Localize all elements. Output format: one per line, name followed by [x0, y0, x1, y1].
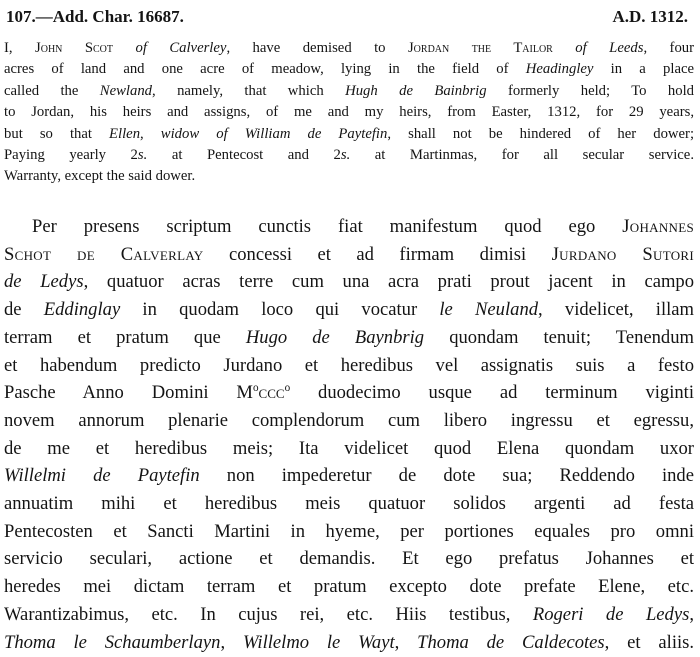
summary-place: Newland: [99, 82, 153, 99]
latin-text-run: ,: [689, 603, 694, 625]
summary-text: in a place: [593, 61, 694, 78]
summary-text: Paying yearly 2: [4, 147, 138, 164]
latin-text-run: duodecimo usque ad terminum viginti: [290, 382, 695, 404]
latin-name: Rogeri de Ledys: [532, 603, 690, 625]
latin-place: de Ledys: [4, 271, 84, 293]
charter-header: [6, 3, 692, 29]
latin-place: le Neuland: [439, 299, 539, 321]
charter-reference: 107.—Add. Char. 16687.: [6, 7, 184, 26]
summary-line: Warranty, except the said dower.: [4, 168, 196, 185]
summary-text: , four: [643, 40, 695, 56]
summary-place: of Leeds: [575, 40, 644, 56]
latin-text-run: quondam tenuit; Tenendum: [424, 326, 694, 348]
summary-line: to Jordan, his heirs and assigns, of me and my heirs, from Easter, 1312, for 29 years,: [4, 104, 694, 121]
summary-place: Headingley: [525, 61, 594, 78]
summary-name: John Scot: [35, 40, 114, 56]
latin-line: [4, 324, 694, 352]
latin-text-run: Warantizabimus, etc. In cujus rei, etc. Hiis testibus,: [4, 603, 533, 625]
latin-line: servicio seculari, actione et demandis. Et ego prefatus Johannes et: [4, 548, 694, 570]
latin-line: annuatim mihi et heredibus meis quatuor solidos argenti ad festa: [4, 493, 694, 515]
summary-name: the Tailor: [471, 40, 553, 56]
latin-line: heredes mei dictam terram et pratum excepto dote prefate Elene, etc.: [4, 576, 694, 598]
summary-text: at Pentecost and 2: [147, 147, 341, 164]
summary-name: William de Paytefin: [244, 125, 388, 142]
latin-name: Johannes: [622, 216, 694, 237]
latin-text-run: ,: [220, 631, 243, 653]
summary-unit: s.: [137, 147, 148, 164]
latin-numeral: ccc: [258, 382, 285, 404]
summary-text: , namely, that which: [152, 82, 346, 99]
latin-line: Pentecosten et Sancti Martini in hyeme, per portiones equales pro omni: [4, 520, 694, 542]
latin-text: [4, 213, 694, 656]
latin-superscript: o: [284, 382, 291, 395]
latin-text-run: in quodam loco qui vocatur: [120, 299, 440, 321]
latin-text-run: de: [4, 299, 44, 321]
summary-text: called the: [4, 82, 100, 99]
summary-line: [4, 59, 694, 80]
latin-text-run: terram et pratum que: [4, 326, 246, 348]
summary-text: acres of land and one acre of meadow, lying in the field of: [4, 61, 526, 78]
summary-name: Ellen: [109, 125, 141, 142]
latin-line: de me et heredibus meis; Ita videlicet quod Elena quondam uxor: [4, 437, 694, 459]
summary-name: Jordan: [407, 40, 450, 56]
latin-name: Jurdano Sutori: [551, 243, 694, 265]
summary-text: [553, 40, 575, 56]
latin-line: novem annorum plenarie complendorum cum libero ingressu et egressu,: [4, 409, 694, 431]
summary-text: , have demised to: [226, 40, 408, 56]
latin-text-run: , et aliis.: [604, 631, 695, 653]
latin-place: Eddinglay: [43, 299, 121, 321]
summary-line: [4, 81, 694, 102]
summary-unit: s.: [340, 147, 351, 164]
summary-text: but so that: [4, 125, 110, 142]
latin-line: [4, 241, 694, 269]
summary-text: I,: [4, 40, 36, 56]
summary-text: [449, 40, 471, 56]
summary-line: [4, 145, 694, 166]
latin-name: Willelmi de Paytefin: [4, 465, 200, 487]
latin-name: Schot de Calverlay: [4, 243, 204, 265]
latin-line: [4, 601, 694, 629]
summary-text: ,: [140, 125, 161, 142]
latin-line: [4, 462, 694, 490]
latin-line: [4, 629, 694, 657]
latin-name: Thoma de Caldecotes: [417, 631, 605, 653]
latin-text-run: ,: [394, 631, 418, 653]
latin-text-run: , videlicet, illam: [538, 299, 695, 321]
latin-text-run: concessi et ad firmam dimisi: [203, 243, 552, 265]
summary-text: formerly held; To hold: [486, 82, 695, 99]
latin-text-run: non impederetur de dote sua; Reddendo inde: [199, 465, 694, 487]
summary-text: at Martinmas, for all secular service.: [350, 147, 694, 164]
latin-name: Thoma le Schaumberlayn: [4, 631, 221, 653]
english-summary: [4, 38, 694, 188]
summary-text: [113, 40, 135, 56]
latin-line: [4, 268, 694, 296]
summary-name: Hugh de Bainbrig: [345, 82, 487, 99]
latin-line: et habendum predicto Jurdano et heredibus vel assignatis suis a festo: [4, 354, 694, 376]
summary-text-italic: widow: [160, 125, 200, 142]
latin-line: [4, 296, 694, 324]
summary-text: , shall not be hindered of her dower;: [387, 125, 695, 142]
latin-text-run: Per presens scriptum cunctis fiat manifestum quod ego: [32, 216, 623, 237]
latin-line: [4, 379, 694, 407]
summary-place: of Calverley: [135, 40, 227, 56]
latin-name: Hugo de Baynbrig: [245, 326, 425, 348]
summary-text-italic: of: [199, 125, 245, 142]
summary-line: [4, 124, 694, 145]
latin-name: Willelmo le Wayt: [242, 631, 395, 653]
charter-date: A.D. 1312.: [612, 7, 688, 26]
latin-text-run: , quatuor acras terre cum una acra prati prout jacent in campo: [83, 271, 695, 293]
latin-text-run: Pasche Anno Domini M: [4, 382, 253, 404]
latin-superscript: o: [252, 382, 259, 395]
latin-line: [4, 213, 694, 241]
summary-line: [4, 38, 694, 59]
